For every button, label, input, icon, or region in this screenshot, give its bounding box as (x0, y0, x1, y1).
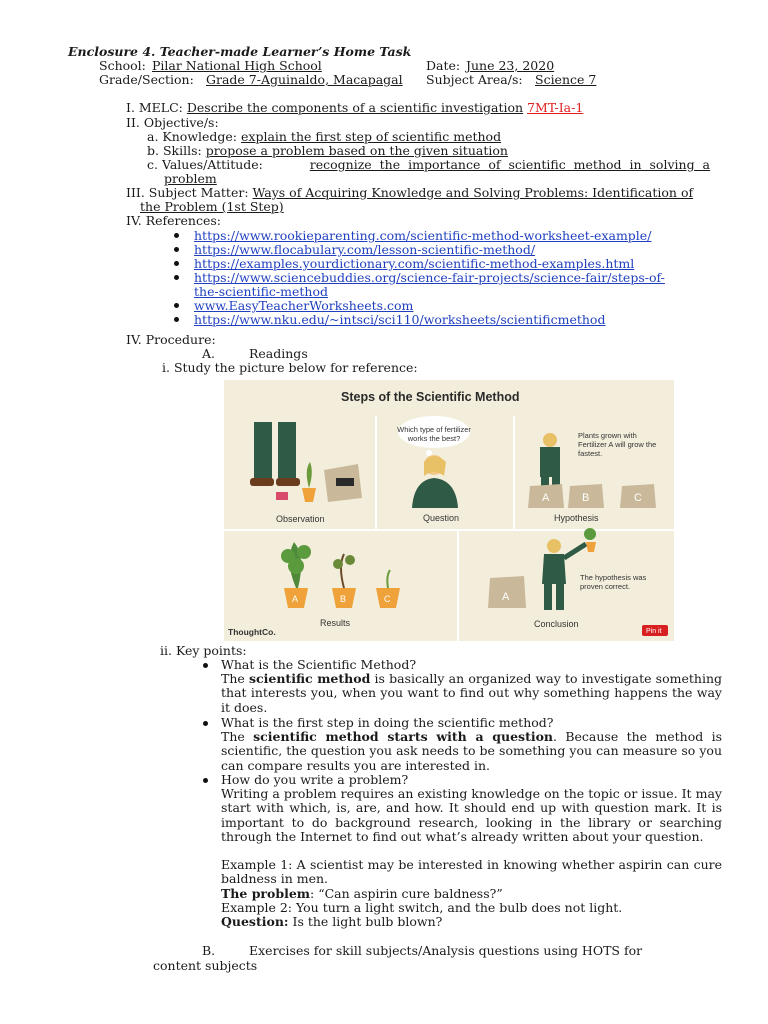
school-label: School: (99, 58, 146, 73)
question-label: Question: (221, 914, 289, 929)
thoughtco-logo: ThoughtCo. (228, 627, 276, 637)
exercises-b-label: B. (202, 943, 216, 958)
bullet (174, 233, 179, 238)
subject-matter-label: III. Subject Matter: (126, 185, 249, 200)
knowledge-text: explain the first step of scientific method (241, 129, 502, 144)
procedure-a-label: A. (202, 346, 216, 361)
school-value: Pilar National High School (152, 58, 322, 73)
values-label: c. Values/Attitude: (147, 157, 263, 172)
bullet (174, 275, 179, 280)
conclusion-note: The hypothesis was proven correct. (580, 573, 647, 591)
keypoint-q1: What is the Scientific Method? (221, 657, 417, 672)
example-2: Example 2: You turn a light switch, and the bulb does not light. (221, 900, 623, 915)
keypoint-a2 (221, 730, 722, 773)
bullet (174, 247, 179, 252)
skills-text: propose a problem based on the given situation (205, 143, 508, 158)
pot-c-label: C (384, 594, 391, 604)
grade-value: Grade 7-Aguinaldo, Macapagal (206, 72, 403, 87)
bag-a-label: A (542, 492, 550, 504)
date-value: June 23, 2020 (466, 58, 555, 73)
a1-rest: is basically an organized way to investigate something that interests you, when you want to find out why something happens the way it does. (221, 671, 722, 715)
objective-values (147, 157, 710, 172)
pin-it-label: Pin it (646, 628, 662, 635)
enclosure-title: Enclosure 4. Teacher-made Learner’s Home Task (68, 44, 412, 59)
figure-title: Steps of the Scientific Method (341, 390, 520, 404)
date-label: Date: (426, 58, 461, 73)
bullet (174, 303, 179, 308)
keypoint-q2: What is the first step in doing the scientific method? (221, 715, 554, 730)
objectives-heading: II. Objective/s: (126, 115, 219, 130)
melc-label: I. MELC: (126, 100, 183, 115)
a1-pre: The (221, 671, 249, 686)
bag-b-label: B (582, 492, 590, 504)
bullet (174, 317, 179, 322)
pot-a-label: A (292, 594, 299, 604)
conclusion-bag-label: A (502, 591, 510, 603)
exercises-line2: content subjects (153, 958, 258, 973)
melc-text: Describe the components of a scientific investigation (186, 100, 524, 115)
exercises-line1: Exercises for skill subjects/Analysis questions using HOTS for (249, 943, 643, 958)
reference-link-5[interactable]: www.EasyTeacherWorksheets.com (194, 298, 414, 313)
hypothesis-note: Plants grown with Fertilizer A will grow the fastest. (578, 431, 657, 458)
scientific-method-figure (224, 380, 674, 641)
bullet (203, 721, 208, 726)
problem-text: : “Can aspirin cure baldness?” (310, 886, 503, 901)
references-heading: IV. References: (126, 213, 222, 228)
example-1-problem (221, 886, 503, 901)
melc-line (126, 100, 583, 115)
objective-skills (147, 143, 508, 158)
procedure-heading: IV. Procedure: (126, 332, 216, 347)
subject-matter-line2: the Problem (1st Step) (140, 199, 284, 214)
melc-code: 7MT-Ia-1 (527, 100, 584, 115)
figure-illustration (224, 380, 674, 641)
values-text: recognize the importance of scientific method in solving a (309, 157, 710, 172)
reference-link-6[interactable]: https://www.nku.edu/~intsci/sci110/worksheets/scientificmethod (194, 312, 606, 327)
study-instruction: i. Study the picture below for reference: (162, 360, 418, 375)
bag-c-label: C (634, 492, 642, 504)
keypoint-a3: Writing a problem requires an existing knowledge on the topic or issue. It may start with which, is, are, and how. It should end up with question mark. It is important to do background research, looking in the library or searching through the Internet to find out what’s already written about your question. (221, 786, 722, 844)
label-observation: Observation (276, 514, 325, 524)
keypoint-a1 (221, 672, 722, 715)
bullet (203, 663, 208, 668)
subject-label: Subject Area/s: (426, 72, 523, 87)
subject-matter-text: Ways of Acquiring Knowledge and Solving Problems: Identification of (252, 185, 694, 200)
reference-link-1[interactable]: https://www.rookieparenting.com/scientific-method-worksheet-example/ (194, 228, 652, 243)
reference-link-3[interactable]: https://examples.yourdictionary.com/scientific-method-examples.html (194, 256, 635, 271)
keypoints-heading: ii. Key points: (160, 643, 247, 658)
label-hypothesis: Hypothesis (554, 513, 599, 523)
a2-pre: The (221, 729, 254, 744)
subject-matter-line1 (126, 185, 693, 200)
example-1: Example 1: A scientist may be interested in knowing whether aspirin can cure baldness in men. (221, 857, 722, 887)
a1-bold: scientific method (248, 671, 371, 686)
label-question: Question (423, 513, 460, 523)
subject-value: Science 7 (535, 72, 597, 87)
values-text-cont: problem (164, 171, 217, 186)
label-conclusion: Conclusion (534, 619, 579, 629)
bullet (174, 261, 179, 266)
objective-knowledge (147, 129, 501, 144)
grade-label: Grade/Section: (99, 72, 194, 87)
knowledge-label: a. Knowledge: (147, 129, 238, 144)
label-results: Results (320, 618, 351, 628)
a2-rest: . Because the method is scientific, the question you ask needs to be something you can measure so you can compare results you are interested in. (221, 729, 722, 773)
bullet (203, 778, 208, 783)
pot-b-label: B (340, 594, 347, 604)
keypoint-q3: How do you write a problem? (221, 772, 409, 787)
reference-link-4[interactable]: https://www.sciencebuddies.org/science-fair-projects/science-fair/steps-of- (194, 270, 665, 285)
a2-bold: scientific method starts with a question (253, 729, 554, 744)
reference-link-2[interactable]: https://www.flocabulary.com/lesson-scientific-method/ (194, 242, 536, 257)
example-2-question (221, 914, 442, 929)
skills-label: b. Skills: (147, 143, 202, 158)
procedure-a-title: Readings (249, 346, 308, 361)
question-text: Is the light bulb blown? (288, 914, 443, 929)
question-bubble-text: Which type of fertilizer works the best? (397, 425, 471, 443)
problem-label: The problem (221, 886, 311, 901)
reference-link-4-cont[interactable]: the-scientific-method (194, 284, 328, 299)
